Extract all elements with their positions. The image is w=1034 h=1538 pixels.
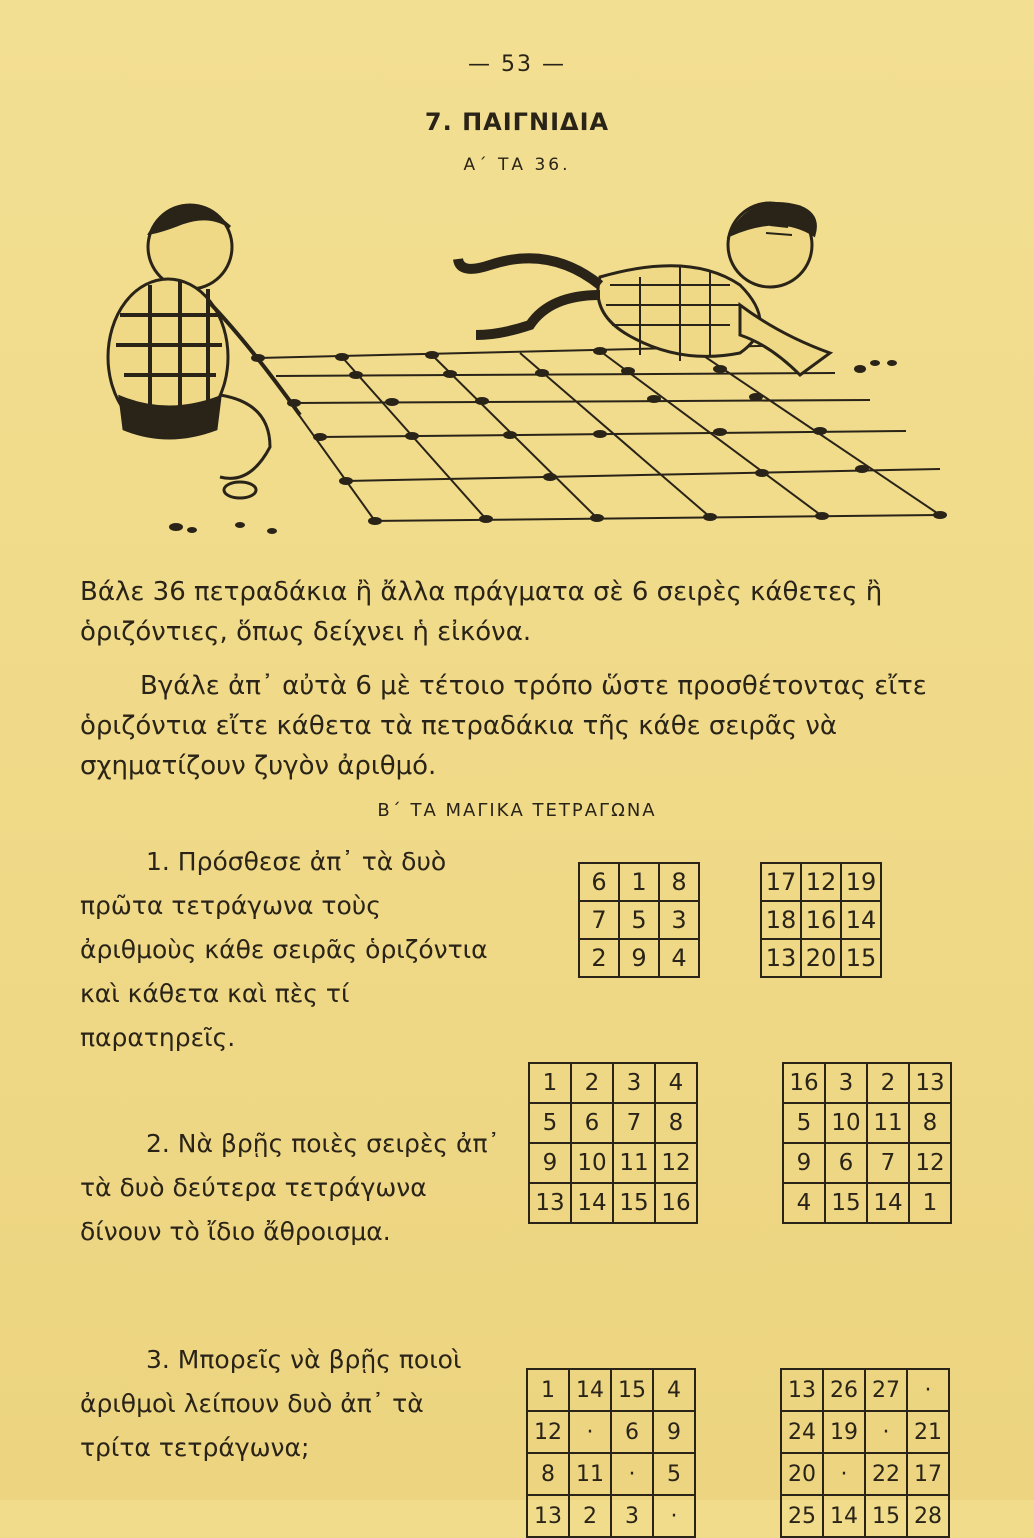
cell: 25 <box>781 1495 823 1537</box>
cell: 9 <box>783 1143 825 1183</box>
cell: 11 <box>613 1143 655 1183</box>
cell: 11 <box>569 1453 611 1495</box>
cell: 8 <box>655 1103 697 1143</box>
cell: 15 <box>825 1183 867 1223</box>
exercise-1 <box>80 840 500 1060</box>
cell: 13 <box>761 939 801 977</box>
cell: 13 <box>527 1495 569 1537</box>
cell: 7 <box>579 901 619 939</box>
instruction-paragraph-2: Βγάλε ἀπ᾿ αὐτὰ 6 μὲ τέτοιο τρόπο ὥστε προσθέτοντας εἴτε ὁριζόντια εἴτε κάθετα τὰ πετραδάκια τῆς κάθε σειρᾶς νὰ σχηματίζουν ζυγὸν ἀριθμό. <box>80 671 927 781</box>
cell: 18 <box>761 901 801 939</box>
cell: 21 <box>907 1411 949 1453</box>
cell: 5 <box>783 1103 825 1143</box>
cell: 2 <box>569 1495 611 1537</box>
cell: 14 <box>841 901 881 939</box>
cell: 8 <box>659 863 699 901</box>
cell: 20 <box>801 939 841 977</box>
cell: 1 <box>909 1183 951 1223</box>
cell: 26 <box>823 1369 865 1411</box>
cell: 13 <box>529 1183 571 1223</box>
cell: 8 <box>527 1453 569 1495</box>
magic-square-2 <box>760 862 882 978</box>
magic-square-4 <box>782 1062 952 1224</box>
cell: 10 <box>825 1103 867 1143</box>
cell: 2 <box>867 1063 909 1103</box>
cell: 14 <box>571 1183 613 1223</box>
cell: 3 <box>825 1063 867 1103</box>
cell: · <box>569 1411 611 1453</box>
cell: 17 <box>907 1453 949 1495</box>
cell: 7 <box>613 1103 655 1143</box>
page-number: — 53 — <box>468 52 566 77</box>
boy-figure <box>108 205 300 498</box>
exercise-2-text: 2. Νὰ βρῇς ποιὲς σειρὲς ἀπ᾿ τὰ δυὸ δεύτερα τετράγωνα δίνουν τὸ ἴδιο ἄθροισμα. <box>80 1129 501 1246</box>
cell: 19 <box>823 1411 865 1453</box>
cell: 4 <box>659 939 699 977</box>
cell: · <box>823 1453 865 1495</box>
cell: 6 <box>611 1411 653 1453</box>
exercise-1-text: 1. Πρόσθεσε ἀπ᾿ τὰ δυὸ πρῶτα τετράγωνα τοὺς ἀριθμοὺς κάθε σειρᾶς ὁριζόντια καὶ κάθετα καὶ πὲς τί παρατηρεῖς. <box>80 847 488 1052</box>
cell: · <box>611 1453 653 1495</box>
magic-square-3 <box>528 1062 698 1224</box>
cell: 27 <box>865 1369 907 1411</box>
exercise-3-text: 3. Μπορεῖς νὰ βρῇς ποιοὶ ἀριθμοὶ λείπουν δυὸ ἀπ᾿ τὰ τρίτα τετράγωνα; <box>80 1345 462 1462</box>
exercise-2 <box>80 1122 500 1254</box>
cell: 12 <box>909 1143 951 1183</box>
cell: 6 <box>579 863 619 901</box>
cell: 9 <box>529 1143 571 1183</box>
cell: 4 <box>783 1183 825 1223</box>
cell: 14 <box>867 1183 909 1223</box>
cell: 6 <box>571 1103 613 1143</box>
cell: 19 <box>841 863 881 901</box>
cell: 20 <box>781 1453 823 1495</box>
cell: 28 <box>907 1495 949 1537</box>
cell: 9 <box>653 1411 695 1453</box>
cell: 24 <box>781 1411 823 1453</box>
cell: 11 <box>867 1103 909 1143</box>
cell: 16 <box>655 1183 697 1223</box>
cell: · <box>865 1411 907 1453</box>
magic-square-5 <box>526 1368 696 1538</box>
cell: 5 <box>619 901 659 939</box>
cell: 3 <box>613 1063 655 1103</box>
exercise-3 <box>80 1338 500 1470</box>
cell: 3 <box>611 1495 653 1537</box>
cell: 13 <box>781 1369 823 1411</box>
section-a-heading: Α΄ ΤΑ 36. <box>463 155 571 175</box>
children-playing-illustration <box>80 185 970 555</box>
cell: 16 <box>801 901 841 939</box>
cell: 1 <box>527 1369 569 1411</box>
instruction-paragraph-1: Βάλε 36 πετραδάκια ἢ ἄλλα πράγματα σὲ 6 σειρὲς κάθετες ἢ ὁριζόντιες, ὅπως δείχνει ἡ εἰκόνα. <box>80 577 883 647</box>
cell: 13 <box>909 1063 951 1103</box>
cell: 2 <box>579 939 619 977</box>
magic-square-1 <box>578 862 700 978</box>
cell: 5 <box>653 1453 695 1495</box>
cell: 8 <box>909 1103 951 1143</box>
cell: 15 <box>611 1369 653 1411</box>
cell: · <box>653 1495 695 1537</box>
cell: 14 <box>569 1369 611 1411</box>
section-b-heading: Β΄ ΤΑ ΜΑΓΙΚΑ ΤΕΤΡΑΓΩΝΑ <box>377 800 657 821</box>
cell: 3 <box>659 901 699 939</box>
cell: 5 <box>529 1103 571 1143</box>
cell: 2 <box>571 1063 613 1103</box>
cell: 1 <box>619 863 659 901</box>
cell: 12 <box>655 1143 697 1183</box>
cell: 1 <box>529 1063 571 1103</box>
cell: 14 <box>823 1495 865 1537</box>
chapter-title: 7. ΠΑΙΓΝΙΔΙΑ <box>424 108 610 136</box>
cell: 16 <box>783 1063 825 1103</box>
cell: 10 <box>571 1143 613 1183</box>
cell: · <box>907 1369 949 1411</box>
cell: 12 <box>527 1411 569 1453</box>
cell: 9 <box>619 939 659 977</box>
cell: 4 <box>653 1369 695 1411</box>
cell: 4 <box>655 1063 697 1103</box>
cell: 15 <box>865 1495 907 1537</box>
cell: 15 <box>841 939 881 977</box>
cell: 12 <box>801 863 841 901</box>
cell: 7 <box>867 1143 909 1183</box>
cell: 17 <box>761 863 801 901</box>
magic-square-6 <box>780 1368 950 1538</box>
cell: 15 <box>613 1183 655 1223</box>
cell: 6 <box>825 1143 867 1183</box>
cell: 22 <box>865 1453 907 1495</box>
